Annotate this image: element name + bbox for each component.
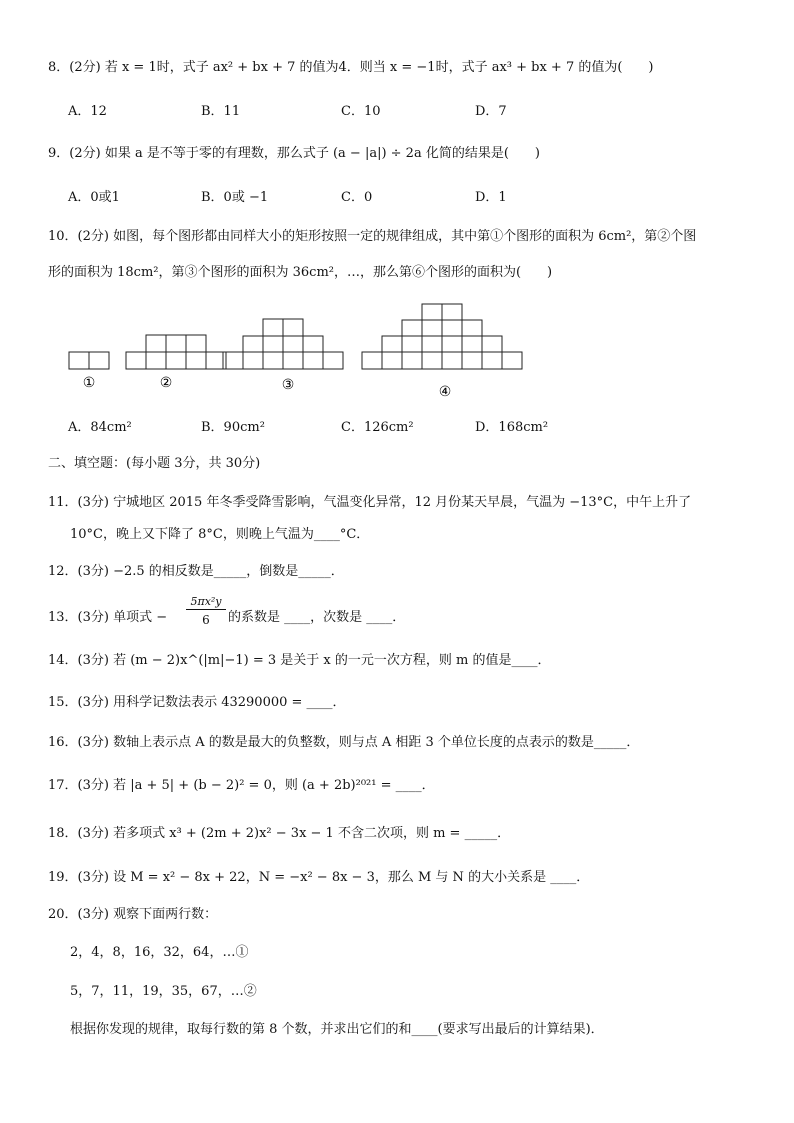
q13-before: 13．(3分) 单项式 − [48,610,168,625]
q17-stem: 17．(3分) 若 |a + 5| + (b − 2)² = 0，则 (a + 2b)²⁰²¹ = ____． [48,778,435,793]
q10-figure [60,300,530,405]
q11-stem-line2: 10°C，晚上又下降了 8°C，则晚上气温为____°C． [70,527,370,542]
q20-conclusion: 根据你发现的规律，取每行数的第 8 个数，并求出它们的和____(要求写出最后的计算结果)． [70,1022,604,1037]
figure-1-label: ① [82,375,96,391]
figure-3-shapes [223,319,343,369]
q14-stem: 14．(3分) 若 (m − 2)x^(|m|−1) = 3 是关于 x 的一元一次方程，则 m 的值是____． [48,653,551,668]
q16-stem: 16．(3分) 数轴上表示点 A 的数是最大的负整数，则与点 A 相距 3 个单位长度的点表示的数是_____． [48,735,640,750]
q10-options [68,419,668,437]
figure-3-label: ③ [281,377,295,393]
q10-option-c[interactable]: C．126cm² [341,420,414,435]
q9-option-d[interactable]: D．1 [475,190,507,205]
q8-option-c[interactable]: C．10 [341,104,381,119]
section-2-title: 二、填空题：(每小题 3分，共 30分) [48,456,261,471]
q9-option-c[interactable]: C．0 [341,190,373,205]
q9-option-a[interactable]: A．0或1 [68,190,120,205]
q20-row-1: 2，4，8，16，32，64，…① [70,945,249,960]
q10-stem-line1: 10．(2分) 如图，每个图形都由同样大小的矩形按照一定的规律组成，其中第①个图形的面积为 6cm²，第②个图 [48,229,697,244]
q8-option-a[interactable]: A．12 [68,104,107,119]
q12-stem: 12．(3分) −2.5 的相反数是_____，倒数是_____． [48,564,344,579]
q10-option-a[interactable]: A．84cm² [68,420,132,435]
q20-row-2: 5，7，11，19，35，67，…② [70,984,257,999]
q10-stem-line2: 形的面积为 18cm²，第③个图形的面积为 36cm²，…，那么第⑥个图形的面积为( ) [48,265,553,280]
q8-option-b[interactable]: B．11 [201,104,241,119]
q13-denominator: 6 [202,613,210,627]
q9-stem: 9．(2分) 如果 a 是不等于零的有理数，那么式子 (a − |a|) ÷ 2a 化简的结果是( ) [48,146,540,161]
q11-stem-line1: 11．(3分) 宁城地区 2015 年冬季受降雪影响，气温变化异常，12 月份某天早晨，气温为 −13°C，中午上升了 [48,495,692,510]
q8-option-d[interactable]: D．7 [475,104,507,119]
q18-stem: 18．(3分) 若多项式 x³ + (2m + 2)x² − 3x − 1 不含二次项，则 m = _____． [48,826,511,841]
q10-option-d[interactable]: D．168cm² [475,420,549,435]
q19-stem: 19．(3分) 设 M = x² − 8x + 22，N = −x² − 8x − 3，那么 M 与 N 的大小关系是 ____． [48,870,590,885]
figure-1-shapes [69,352,109,369]
q13-numerator: 5πx²y [186,595,226,610]
q9-options [68,189,668,207]
figure-4-shapes [362,304,522,369]
figure-4-label: ④ [438,384,452,400]
q8-options [68,103,668,121]
q9-option-b[interactable]: B．0或 −1 [201,190,269,205]
figure-2-shapes [126,335,226,369]
q13-after: 的系数是 ____，次数是 ____． [228,610,406,625]
q15-stem: 15．(3分) 用科学记数法表示 43290000 = ____． [48,695,346,710]
q8-stem: 8．(2分) 若 x = 1时，式子 ax² + bx + 7 的值为4．则当 x = −1时，式子 ax³ + bx + 7 的值为( ) [48,60,654,75]
q10-option-b[interactable]: B．90cm² [201,420,265,435]
figure-2-label: ② [159,375,173,391]
q20-stem: 20．(3分) 观察下面两行数： [48,907,218,922]
